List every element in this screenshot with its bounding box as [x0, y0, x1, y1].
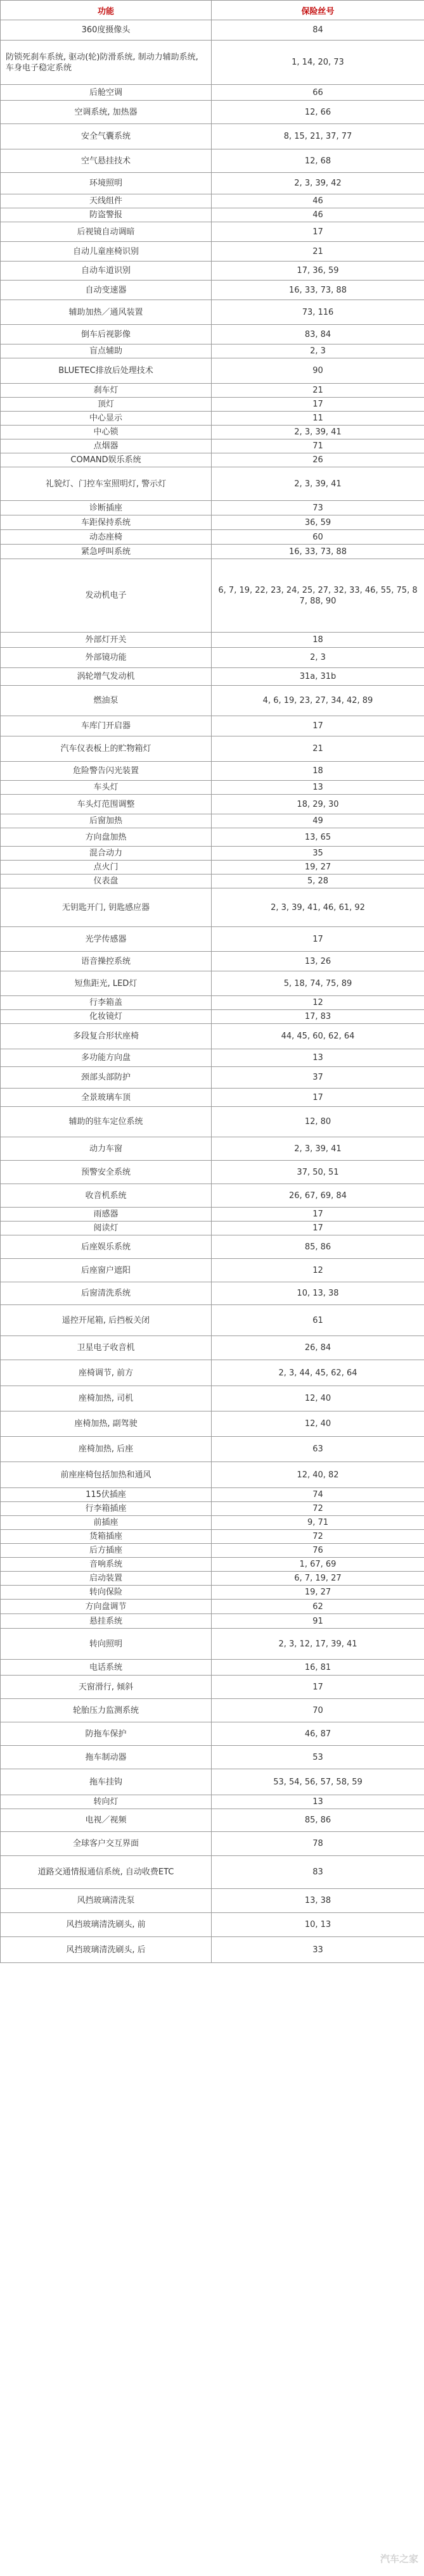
fuse-number-cell: 53, 54, 56, 57, 58, 59	[212, 1769, 424, 1795]
function-cell: 自动车道识别	[1, 262, 212, 281]
fuse-number-cell: 17	[212, 927, 424, 952]
function-cell: 辅助加热／通风装置	[1, 300, 212, 325]
table-row	[1, 781, 424, 795]
table-row	[1, 384, 424, 398]
table-row	[1, 439, 424, 453]
function-cell: 前插座	[1, 1516, 212, 1530]
table-row	[1, 1411, 424, 1437]
fuse-number-cell: 37, 50, 51	[212, 1161, 424, 1184]
table-row	[1, 874, 424, 888]
table-row	[1, 1208, 424, 1222]
fuse-number-cell: 2, 3, 39, 41	[212, 467, 424, 501]
function-cell: 仪表盘	[1, 874, 212, 888]
fuse-number-cell: 90	[212, 358, 424, 384]
fuse-number-cell: 85, 86	[212, 1235, 424, 1259]
fuse-number-cell: 83, 84	[212, 325, 424, 344]
fuse-number-cell: 13, 38	[212, 1889, 424, 1913]
function-cell: 115伏插座	[1, 1488, 212, 1502]
function-cell: 防盗警报	[1, 208, 212, 222]
fuse-number-cell: 62	[212, 1600, 424, 1614]
table-row	[1, 648, 424, 668]
function-cell: 倒车后视影像	[1, 325, 212, 344]
fuse-number-cell: 31a, 31b	[212, 668, 424, 686]
table-row	[1, 1809, 424, 1832]
table-row	[1, 453, 424, 467]
table-row	[1, 1832, 424, 1856]
table-row	[1, 467, 424, 501]
function-cell: 礼貌灯、门控车室照明灯, 警示灯	[1, 467, 212, 501]
table-row	[1, 1222, 424, 1235]
fuse-number-cell: 4, 6, 19, 23, 27, 34, 42, 89	[212, 686, 424, 716]
table-body	[1, 20, 424, 1963]
function-cell: 拖车制动器	[1, 1746, 212, 1769]
function-cell: 化妆镜灯	[1, 1010, 212, 1024]
table-row	[1, 1049, 424, 1067]
table-row	[1, 668, 424, 686]
function-cell: 顶灯	[1, 398, 212, 412]
fuse-number-cell: 72	[212, 1530, 424, 1544]
fuse-number-cell: 17, 83	[212, 1010, 424, 1024]
function-cell: 车距保持系统	[1, 515, 212, 530]
table-row	[1, 1336, 424, 1360]
fuse-number-cell: 13	[212, 1795, 424, 1809]
fuse-number-cell: 17	[212, 1208, 424, 1222]
function-cell: 辅助的驻车定位系统	[1, 1107, 212, 1137]
table-row	[1, 85, 424, 101]
function-cell: 动力车窗	[1, 1137, 212, 1161]
table-row	[1, 952, 424, 971]
function-cell: 后座窗户遮阳	[1, 1259, 212, 1282]
function-cell: 外部灯开关	[1, 633, 212, 648]
fuse-number-cell: 5, 18, 74, 75, 89	[212, 971, 424, 996]
table-row	[1, 1544, 424, 1558]
table-row	[1, 1137, 424, 1161]
table-row	[1, 1282, 424, 1305]
fuse-number-cell: 13	[212, 1049, 424, 1067]
table-row	[1, 41, 424, 85]
function-cell: 货箱插座	[1, 1530, 212, 1544]
table-row	[1, 1488, 424, 1502]
table-row	[1, 1305, 424, 1336]
table-row	[1, 736, 424, 762]
fuse-number-cell: 16, 33, 73, 88	[212, 545, 424, 559]
function-cell: 风挡玻璃清洗刷头, 后	[1, 1937, 212, 1963]
fuse-number-cell: 1, 14, 20, 73	[212, 41, 424, 85]
function-cell: 音响系统	[1, 1558, 212, 1572]
fuse-number-cell: 13, 26	[212, 952, 424, 971]
fuse-number-cell: 46	[212, 194, 424, 208]
function-cell: 轮胎压力监测系统	[1, 1699, 212, 1722]
fuse-number-cell: 21	[212, 736, 424, 762]
function-cell: 电话系统	[1, 1660, 212, 1676]
table-row	[1, 1614, 424, 1629]
table-row	[1, 515, 424, 530]
fuse-number-cell: 33	[212, 1937, 424, 1963]
fuse-number-cell: 19, 27	[212, 861, 424, 874]
table-row	[1, 861, 424, 874]
table-row	[1, 1586, 424, 1600]
fuse-number-cell: 17	[212, 716, 424, 736]
function-cell: 后方插座	[1, 1544, 212, 1558]
fuse-number-cell: 2, 3, 39, 42	[212, 173, 424, 194]
function-cell: 前座座椅包括加热和通风	[1, 1462, 212, 1488]
table-row	[1, 281, 424, 300]
table-row	[1, 1572, 424, 1586]
function-cell: 汽车仪表板上的贮物箱灯	[1, 736, 212, 762]
function-cell: 启动装置	[1, 1572, 212, 1586]
fuse-number-cell: 12, 40	[212, 1386, 424, 1411]
fuse-number-cell: 84	[212, 20, 424, 41]
fuse-number-cell: 16, 33, 73, 88	[212, 281, 424, 300]
fuse-number-cell: 2, 3, 44, 45, 62, 64	[212, 1360, 424, 1386]
fuse-number-cell: 17	[212, 1676, 424, 1699]
fuse-number-cell: 63	[212, 1437, 424, 1462]
function-cell: 多功能方向盘	[1, 1049, 212, 1067]
table-row	[1, 1089, 424, 1107]
table-row	[1, 300, 424, 325]
fuse-number-cell: 1, 67, 69	[212, 1558, 424, 1572]
fuse-number-cell: 18	[212, 633, 424, 648]
fuse-number-cell: 17	[212, 1222, 424, 1235]
table-row	[1, 686, 424, 716]
table-row	[1, 208, 424, 222]
function-cell: 方向盘加热	[1, 828, 212, 847]
table-row	[1, 194, 424, 208]
table-row	[1, 344, 424, 358]
fuse-number-cell: 13, 65	[212, 828, 424, 847]
fuse-column-header: 保险丝号	[212, 1, 424, 20]
fuse-number-cell: 2, 3, 12, 17, 39, 41	[212, 1629, 424, 1660]
fuse-number-cell: 46, 87	[212, 1722, 424, 1746]
table-row	[1, 325, 424, 344]
function-cell: 环境照明	[1, 173, 212, 194]
fuse-number-cell: 61	[212, 1305, 424, 1336]
function-cell: 转向保险	[1, 1586, 212, 1600]
table-row	[1, 124, 424, 149]
fuse-number-cell: 17	[212, 1089, 424, 1107]
function-cell: 座椅加热, 副驾驶	[1, 1411, 212, 1437]
function-cell: 发动机电子	[1, 559, 212, 633]
table-row	[1, 559, 424, 633]
fuse-number-cell: 35	[212, 847, 424, 861]
fuse-number-cell: 2, 3, 39, 41	[212, 1137, 424, 1161]
table-row	[1, 1629, 424, 1660]
table-row	[1, 545, 424, 559]
table-row	[1, 1516, 424, 1530]
fuse-number-cell: 2, 3, 39, 41	[212, 426, 424, 439]
function-column-header: 功能	[1, 1, 212, 20]
fuse-number-cell: 12, 66	[212, 101, 424, 124]
table-row	[1, 795, 424, 814]
function-cell: 中心显示	[1, 412, 212, 426]
fuse-number-cell: 11	[212, 412, 424, 426]
function-cell: BLUETEC排放后处理技术	[1, 358, 212, 384]
table-row	[1, 222, 424, 242]
table-row	[1, 1360, 424, 1386]
fuse-number-cell: 21	[212, 384, 424, 398]
function-cell: 语音操控系统	[1, 952, 212, 971]
fuse-number-cell: 60	[212, 530, 424, 545]
table-row	[1, 828, 424, 847]
function-cell: 盲点辅助	[1, 344, 212, 358]
function-cell: 后舱空调	[1, 85, 212, 101]
function-cell: 遥控开尾箱, 后挡板关闭	[1, 1305, 212, 1336]
fuse-number-cell: 26, 67, 69, 84	[212, 1184, 424, 1208]
function-cell: 后座娱乐系统	[1, 1235, 212, 1259]
fuse-number-cell: 12, 40, 82	[212, 1462, 424, 1488]
table-row	[1, 1913, 424, 1937]
fuse-number-cell: 5, 28	[212, 874, 424, 888]
function-cell: 混合动力	[1, 847, 212, 861]
fuse-number-cell: 26, 84	[212, 1336, 424, 1360]
table-row	[1, 1462, 424, 1488]
fuse-number-cell: 83	[212, 1856, 424, 1889]
fuse-number-cell: 12, 80	[212, 1107, 424, 1137]
function-cell: 安全气囊系统	[1, 124, 212, 149]
function-cell: 预警安全系统	[1, 1161, 212, 1184]
table-row	[1, 1660, 424, 1676]
table-row	[1, 358, 424, 384]
fuse-number-cell: 91	[212, 1614, 424, 1629]
function-cell: 涡轮增气发动机	[1, 668, 212, 686]
function-cell: 动态座椅	[1, 530, 212, 545]
fuse-number-cell: 85, 86	[212, 1809, 424, 1832]
fuse-number-cell: 6, 7, 19, 27	[212, 1572, 424, 1586]
fuse-number-cell: 2, 3	[212, 344, 424, 358]
function-cell: 车头灯范围调整	[1, 795, 212, 814]
table-row	[1, 847, 424, 861]
table-row	[1, 1530, 424, 1544]
function-cell: 防锁死刹车系统, 驱动(轮)防滑系统, 制动力辅助系统, 车身电子稳定系统	[1, 41, 212, 85]
fuse-number-cell: 10, 13	[212, 1913, 424, 1937]
function-cell: 360度摄像头	[1, 20, 212, 41]
function-cell: 点火门	[1, 861, 212, 874]
table-row	[1, 412, 424, 426]
table-row	[1, 762, 424, 781]
function-cell: 方向盘调节	[1, 1600, 212, 1614]
fuse-number-cell: 66	[212, 85, 424, 101]
function-cell: 行李箱插座	[1, 1502, 212, 1516]
function-cell: 自动儿童座椅识别	[1, 242, 212, 262]
fuse-number-cell: 76	[212, 1544, 424, 1558]
function-cell: 风挡玻璃清洗泵	[1, 1889, 212, 1913]
function-cell: 拖车挂钩	[1, 1769, 212, 1795]
function-cell: 转向照明	[1, 1629, 212, 1660]
table-row	[1, 1161, 424, 1184]
fuse-number-cell: 19, 27	[212, 1586, 424, 1600]
table-row	[1, 173, 424, 194]
function-cell: 道路交通情报通信系统, 自动收费ETC	[1, 1856, 212, 1889]
function-cell: 中心锁	[1, 426, 212, 439]
table-row	[1, 1600, 424, 1614]
table-row	[1, 1937, 424, 1963]
table-row	[1, 888, 424, 927]
function-cell: 风挡玻璃清洗刷头, 前	[1, 1913, 212, 1937]
fuse-number-cell: 12	[212, 1259, 424, 1282]
fuse-number-cell: 18, 29, 30	[212, 795, 424, 814]
table-row	[1, 971, 424, 996]
function-cell: 电视／视频	[1, 1809, 212, 1832]
fuse-number-cell: 13	[212, 781, 424, 795]
fuse-number-cell: 49	[212, 814, 424, 828]
function-cell: 车头灯	[1, 781, 212, 795]
table-row	[1, 1558, 424, 1572]
fuse-number-cell: 2, 3, 39, 41, 46, 61, 92	[212, 888, 424, 927]
fuse-number-cell: 71	[212, 439, 424, 453]
function-cell: 行李箱盖	[1, 996, 212, 1010]
table-row	[1, 1184, 424, 1208]
fuse-number-cell: 26	[212, 453, 424, 467]
table-row	[1, 149, 424, 173]
function-cell: 无钥匙开门, 钥匙感应器	[1, 888, 212, 927]
function-cell: 天线组件	[1, 194, 212, 208]
fuse-number-cell: 16, 81	[212, 1660, 424, 1676]
fuse-number-cell: 12, 68	[212, 149, 424, 173]
fuse-number-cell: 44, 45, 60, 62, 64	[212, 1024, 424, 1049]
function-cell: 卫星电子收音机	[1, 1336, 212, 1360]
function-cell: 雨感器	[1, 1208, 212, 1222]
table-row	[1, 927, 424, 952]
table-row	[1, 996, 424, 1010]
watermark-logo: 汽车之家	[380, 2553, 419, 2565]
function-cell: 阅读灯	[1, 1222, 212, 1235]
table-row	[1, 1437, 424, 1462]
fuse-number-cell: 10, 13, 38	[212, 1282, 424, 1305]
function-cell: 空调系统, 加热器	[1, 101, 212, 124]
function-cell: COMAND娱乐系统	[1, 453, 212, 467]
table-row	[1, 262, 424, 281]
function-cell: 燃油泵	[1, 686, 212, 716]
fuse-number-cell: 17, 36, 59	[212, 262, 424, 281]
table-row	[1, 1067, 424, 1089]
table-row	[1, 501, 424, 515]
table-row	[1, 1795, 424, 1809]
table-row	[1, 1386, 424, 1411]
function-cell: 自动变速器	[1, 281, 212, 300]
function-cell: 颈部头部防护	[1, 1067, 212, 1089]
table-row	[1, 1024, 424, 1049]
table-row	[1, 1722, 424, 1746]
function-cell: 诊断插座	[1, 501, 212, 515]
table-row	[1, 1259, 424, 1282]
table-row	[1, 242, 424, 262]
fuse-number-cell: 8, 15, 21, 37, 77	[212, 124, 424, 149]
table-row	[1, 1235, 424, 1259]
table-row	[1, 1856, 424, 1889]
function-cell: 后窗加热	[1, 814, 212, 828]
table-row	[1, 398, 424, 412]
table-row	[1, 530, 424, 545]
table-row	[1, 1502, 424, 1516]
function-cell: 危险警告闪光装置	[1, 762, 212, 781]
function-cell: 全景玻璃车顶	[1, 1089, 212, 1107]
function-cell: 外部镜功能	[1, 648, 212, 668]
function-cell: 短焦距光, LED灯	[1, 971, 212, 996]
table-row	[1, 1676, 424, 1699]
function-cell: 天窗滑行, 倾斜	[1, 1676, 212, 1699]
function-cell: 后窗清洗系统	[1, 1282, 212, 1305]
function-cell: 座椅加热, 司机	[1, 1386, 212, 1411]
table-row	[1, 716, 424, 736]
function-cell: 防拖车保护	[1, 1722, 212, 1746]
fuse-number-cell: 36, 59	[212, 515, 424, 530]
function-cell: 紧急呼叫系统	[1, 545, 212, 559]
fuse-number-cell: 12	[212, 996, 424, 1010]
function-cell: 光学传感器	[1, 927, 212, 952]
fuse-number-cell: 70	[212, 1699, 424, 1722]
table-row	[1, 1889, 424, 1913]
table-row	[1, 1769, 424, 1795]
table-row	[1, 1699, 424, 1722]
fuse-number-cell: 17	[212, 398, 424, 412]
fuse-number-cell: 73	[212, 501, 424, 515]
function-cell: 转向灯	[1, 1795, 212, 1809]
fuse-number-cell: 73, 116	[212, 300, 424, 325]
table-row	[1, 633, 424, 648]
function-cell: 座椅加热, 后座	[1, 1437, 212, 1462]
fuse-number-cell: 37	[212, 1067, 424, 1089]
header-row	[1, 1, 424, 20]
fuse-number-cell: 2, 3	[212, 648, 424, 668]
table-row	[1, 101, 424, 124]
function-cell: 刹车灯	[1, 384, 212, 398]
table-row	[1, 1746, 424, 1769]
fuse-number-cell: 17	[212, 222, 424, 242]
function-cell: 后视镜自动调暗	[1, 222, 212, 242]
fuse-number-cell: 72	[212, 1502, 424, 1516]
fuse-number-cell: 74	[212, 1488, 424, 1502]
fuse-number-cell: 12, 40	[212, 1411, 424, 1437]
function-cell: 悬挂系统	[1, 1614, 212, 1629]
fuse-number-cell: 6, 7, 19, 22, 23, 24, 25, 27, 32, 33, 46, 55, 75, 87, 88, 90	[212, 559, 424, 633]
table-row	[1, 1107, 424, 1137]
fuse-number-cell: 46	[212, 208, 424, 222]
table-row	[1, 1010, 424, 1024]
table-row	[1, 20, 424, 41]
function-cell: 车库门开启器	[1, 716, 212, 736]
fuse-number-cell: 53	[212, 1746, 424, 1769]
function-cell: 空气悬挂技术	[1, 149, 212, 173]
table-row	[1, 814, 424, 828]
fuse-number-cell: 21	[212, 242, 424, 262]
table-row	[1, 426, 424, 439]
function-cell: 收音机系统	[1, 1184, 212, 1208]
function-cell: 多段复合形状座椅	[1, 1024, 212, 1049]
fuse-number-cell: 78	[212, 1832, 424, 1856]
function-cell: 全球客户交互界面	[1, 1832, 212, 1856]
fuse-number-cell: 18	[212, 762, 424, 781]
function-cell: 座椅调节, 前方	[1, 1360, 212, 1386]
fuse-number-cell: 9, 71	[212, 1516, 424, 1530]
function-cell: 点烟器	[1, 439, 212, 453]
